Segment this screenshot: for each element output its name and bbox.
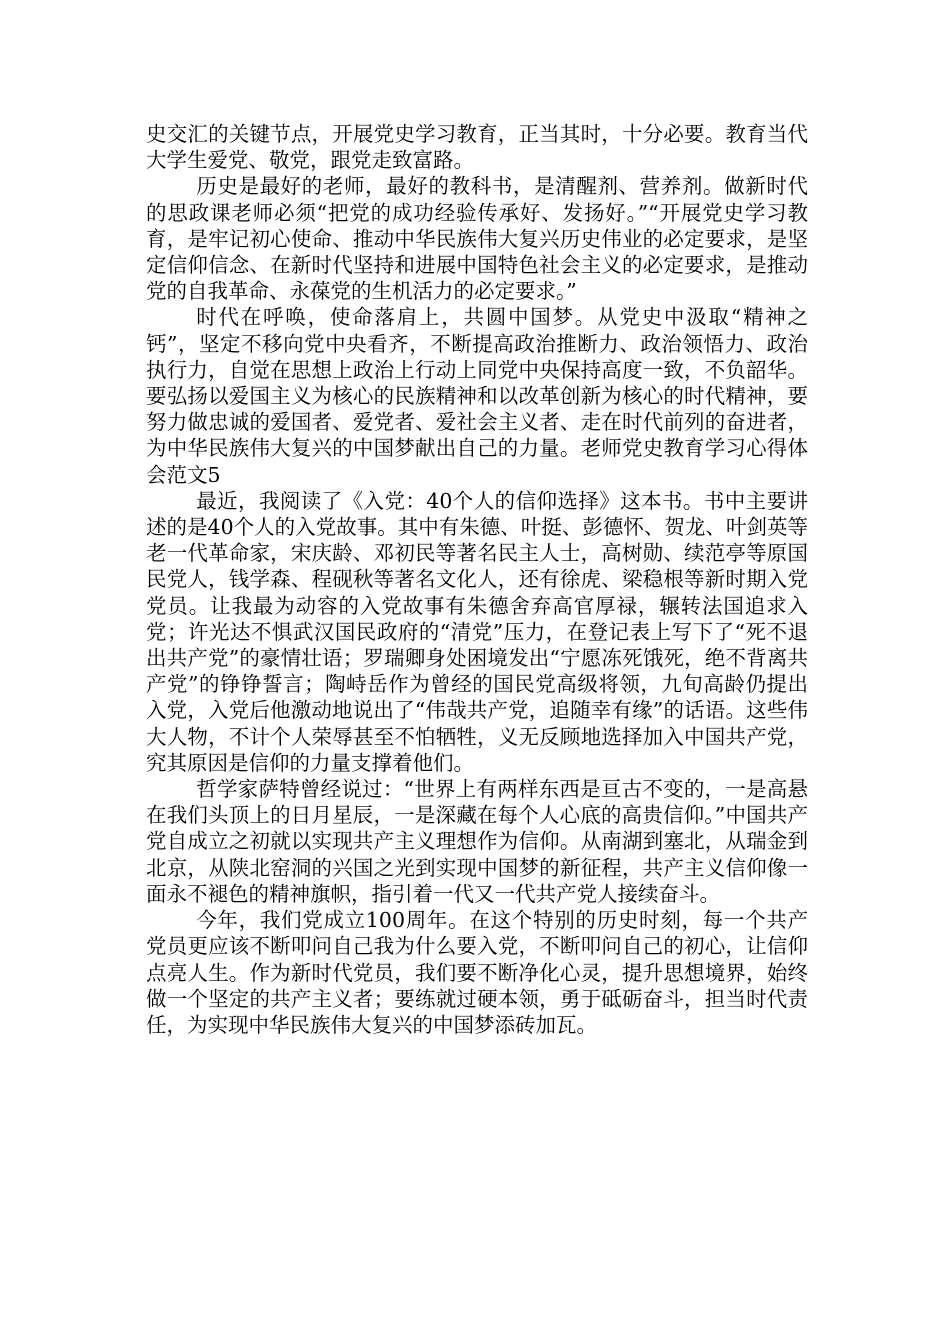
paragraph-1: 史交汇的关键节点，开展党史学习教育，正当其时，十分必要。教育当代大学生爱党、敬党，跟党走致富路。 (146, 122, 808, 173)
paragraph-6: 今年，我们党成立100周年。在这个特别的历史时刻，每一个共产党员更应该不断叩问自己我为什么要入党，不断叩问自己的初心，让信仰点亮人生。作为新时代党员，我们要不断净化心灵，提升思想境界，始终做一个坚定的共产主义者；要练就过硬本领，勇于砥砺奋斗，担当时代责任，为实现中华民族伟大复兴的中国梦添砖加瓦。 (146, 908, 808, 1037)
paragraph-3: 时代在呼唤，使命落肩上，共圆中国梦。从党史中汲取“精神之钙”，坚定不移向党中央看齐，不断提高政治推断力、政治领悟力、政治执行力，自觉在思想上政治上行动上同党中央保持高度一致，不负韶华。要弘扬以爱国主义为核心的民族精神和以改革创新为核心的时代精神，要努力做忠诚的爱国者、爱党者、爱社会主义者、走在时代前列的奋进者，为中华民族伟大复兴的中国梦献出自己的力量。老师党史教育学习心得体会范文5 (146, 305, 808, 487)
body-text (146, 121, 808, 1038)
paragraph-4: 最近，我阅读了《入党：40个人的信仰选择》这本书。书中主要讲述的是40个人的入党故事。其中有朱德、叶挺、彭德怀、贺龙、叶剑英等老一代革命家，宋庆龄、邓初民等著名民主人士，高树勋、续范亭等原国民党人，钱学森、程砚秋等著名文化人，还有徐虎、梁稳根等新时期入党党员。让我最为动容的入党故事有朱德舍弃高官厚禄，辗转法国追求入党；许光达不惧武汉国民政府的“清党”压力，在登记表上写下了“死不退出共产党”的豪情壮语；罗瑞卿身处困境发出“宁愿冻死饿死，绝不背离共产党”的铮铮誓言；陶峙岳作为曾经的国民党高级将领，九旬高龄仍提出入党，入党后他激动地说出了“伟哉共产党，追随幸有缘”的话语。这些伟大人物，不计个人荣辱甚至不怕牺牲，义无反顾地选择加入中国共产党，究其原因是信仰的力量支撑着他们。 (146, 488, 808, 775)
paragraph-5: 哲学家萨特曾经说过：“世界上有两样东西是亘古不变的，一是高悬在我们头顶上的日月星辰，一是深藏在每个人心底的高贵信仰。”中国共产党自成立之初就以实现共产主义理想作为信仰。从南湖到塞北，从瑞金到北京，从陕北窑洞的兴国之光到实现中国梦的新征程，共产主义信仰像一面永不褪色的精神旗帜，指引着一代又一代共产党人接续奋斗。 (146, 777, 808, 906)
paragraph-2: 历史是最好的老师，最好的教科书，是清醒剂、营养剂。做新时代的思政课老师必须“把党的成功经验传承好、发扬好。”“开展党史学习教育，是牢记初心使命、推动中华民族伟大复兴历史伟业的必定要求，是坚定信仰信念、在新时代坚持和进展中国特色社会主义的必定要求，是推动党的自我革命、永葆党的生机活力的必定要求。” (146, 174, 808, 304)
